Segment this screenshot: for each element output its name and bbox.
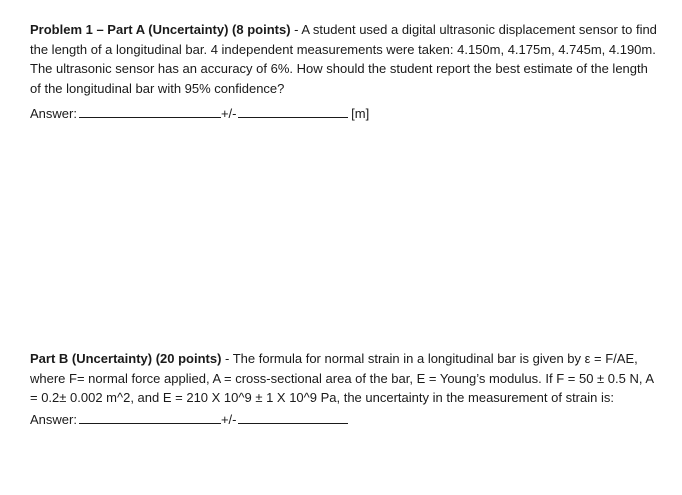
part-b-answer-label: Answer: (30, 411, 77, 427)
part-a-answer-blank[interactable] (79, 104, 221, 118)
part-a-section (30, 20, 660, 123)
part-b-question (30, 349, 660, 408)
part-a-unit: [m] (351, 106, 370, 121)
part-a-answer-line (30, 104, 660, 123)
part-a-uncertainty-blank[interactable] (238, 104, 348, 118)
part-a-body: - A student used a digital ultrasonic displacement sensor to find the length of a longitudinal bar. 4 independent measurements were taken: 4.150m, 4.175m, 4.745m, 4.190m. The ultrasonic sensor has an accuracy of 6%. How should the student report the best estimate of the length of the longitudinal bar with 95% confidence? (30, 22, 657, 96)
part-b-heading: Part B (Uncertainty) (20 points) (30, 351, 222, 366)
part-a-answer-label: Answer: (30, 106, 77, 121)
part-b-section (30, 349, 660, 429)
part-b-answer-line (30, 410, 660, 429)
part-a-plus-minus: +/- (220, 106, 237, 121)
part-a-question (30, 20, 660, 98)
part-b-body: - The formula for normal strain in a longitudinal bar is given by ε = F/AE, where F= normal force applied, A = cross-sectional area of the bar, E = Young’s modulus. If F = 50 ± 0.5 N, A = 0.2± 0.002 m^2, and E = 210 X 10^9 ± 1 X 10^9 Pa, the uncertainty in the measurement of strain is: (30, 351, 654, 405)
part-a-heading: Problem 1 – Part A (Uncertainty) (8 points) (30, 22, 291, 37)
part-b-plus-minus: +/- (220, 411, 237, 427)
part-b-answer-blank[interactable] (79, 410, 221, 424)
part-b-uncertainty-blank[interactable] (238, 410, 348, 424)
